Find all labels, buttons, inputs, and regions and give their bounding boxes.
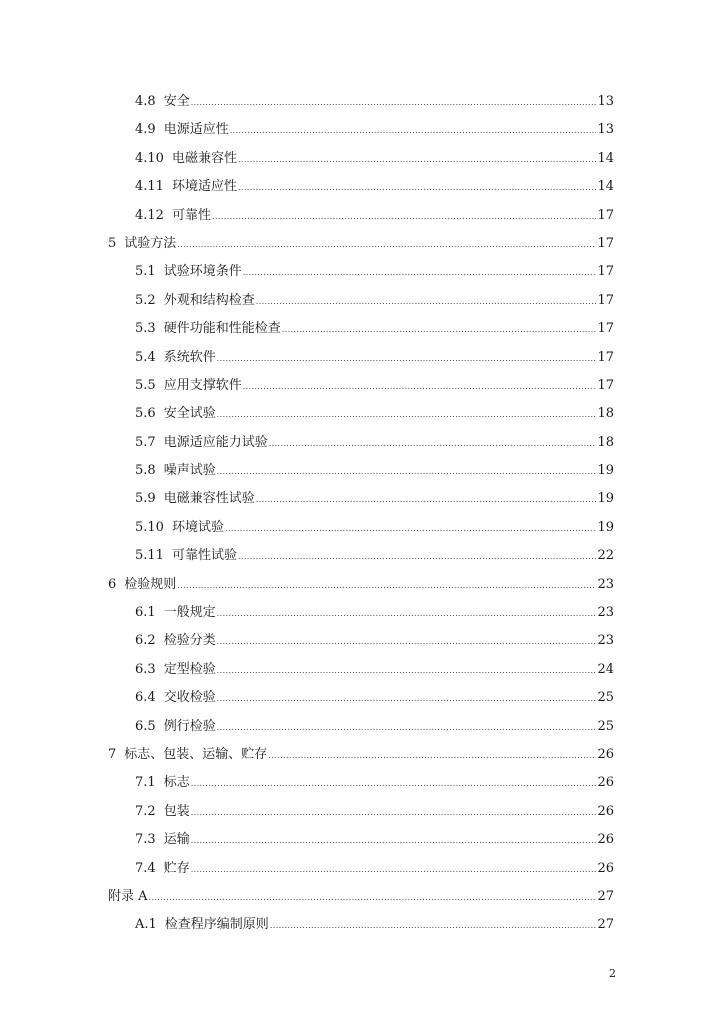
- toc-dot-leader: [217, 610, 597, 618]
- toc-entry-number: 4.10: [135, 150, 164, 166]
- toc-entry-page: 14: [597, 179, 614, 195]
- toc-entry-page: 14: [597, 150, 614, 166]
- toc-entry[interactable]: [0, 116, 724, 144]
- toc-entry[interactable]: [0, 826, 724, 854]
- toc-entry[interactable]: [0, 741, 724, 769]
- toc-entry[interactable]: [0, 514, 724, 542]
- toc-dot-leader: [191, 837, 597, 845]
- toc-entry-title: 安全: [163, 94, 190, 109]
- toc-entry-number: 4.8: [135, 94, 156, 109]
- toc-entry[interactable]: [0, 230, 724, 258]
- toc-entry-number: 4.12: [135, 207, 164, 223]
- toc-entry-number: 6.5: [135, 718, 156, 734]
- toc-entry-page: 17: [597, 377, 614, 393]
- toc-entry-number: 5.10: [135, 519, 164, 535]
- toc-entry-number: 6.1: [135, 605, 156, 621]
- toc-entry-title: 定型检验: [163, 661, 216, 677]
- toc-entry-page: 13: [597, 122, 614, 138]
- toc-entry[interactable]: [0, 287, 724, 315]
- toc-entry-title: 可靠性: [171, 207, 211, 223]
- toc-dot-leader: [177, 241, 596, 249]
- toc-entry[interactable]: [0, 542, 724, 570]
- toc-entry-page: 22: [597, 548, 614, 564]
- toc-entry-number: 5.11: [135, 548, 164, 564]
- toc-entry-number: 5.1: [135, 264, 156, 280]
- toc-entry[interactable]: [0, 571, 724, 599]
- toc-entry[interactable]: [0, 599, 724, 627]
- toc-dot-leader: [217, 411, 597, 419]
- toc-dot-leader: [238, 184, 596, 192]
- toc-entry-page: 23: [597, 605, 614, 621]
- toc-entry-page: 27: [597, 917, 614, 933]
- toc-entry-page: 24: [597, 661, 614, 677]
- toc-entry-number: 6: [108, 576, 117, 592]
- toc-entry-number: 5.4: [135, 349, 156, 365]
- toc-entry[interactable]: [0, 258, 724, 286]
- toc-entry-title: 系统软件: [163, 349, 216, 365]
- toc-dot-leader: [217, 355, 597, 363]
- toc-entry-title: 环境试验: [171, 519, 224, 535]
- toc-entry-page: 18: [597, 434, 614, 450]
- toc-entry-page: 23: [597, 576, 614, 592]
- toc-dot-leader: [217, 667, 597, 675]
- toc-entry-number: 5.5: [135, 377, 156, 393]
- toc-entry-title: 例行检验: [163, 718, 216, 734]
- toc-entry-title: 噪声试验: [163, 463, 216, 479]
- toc-entry[interactable]: [0, 429, 724, 457]
- toc-entry-title: 一般规定: [163, 605, 216, 621]
- toc-entry-title: 包装: [163, 803, 190, 819]
- toc-dot-leader: [256, 496, 597, 504]
- toc-entry[interactable]: [0, 684, 724, 712]
- toc-entry-number: 7.2: [135, 803, 156, 819]
- toc-entry-title: 电源适应能力试验: [163, 434, 268, 450]
- toc-dot-leader: [243, 269, 597, 277]
- toc-entry[interactable]: [0, 372, 724, 400]
- toc-dot-leader: [191, 99, 597, 107]
- toc-entry-title: 电源适应性: [163, 122, 229, 138]
- toc-entry-title: 电磁兼容性试验: [163, 491, 255, 507]
- toc-entry-page: 27: [597, 888, 614, 904]
- toc-entry-number: 6.2: [135, 633, 156, 649]
- toc-entry-page: 19: [597, 519, 614, 535]
- toc-entry-number: 7.1: [135, 775, 156, 791]
- toc-entry[interactable]: [0, 883, 724, 911]
- toc-dot-leader: [225, 525, 596, 533]
- toc-entry-title: 试验环境条件: [163, 264, 242, 280]
- toc-entry[interactable]: [0, 627, 724, 655]
- toc-entry-page: 19: [597, 463, 614, 479]
- toc-entry-title: 检查程序编制原则: [164, 917, 269, 933]
- toc-entry-number: 7: [108, 746, 117, 762]
- toc-entry-number: 7.3: [135, 832, 156, 848]
- toc-entry-title: 环境适应性: [171, 179, 237, 195]
- toc-entry[interactable]: [0, 713, 724, 741]
- toc-dot-leader: [269, 440, 597, 448]
- toc-entry[interactable]: [0, 656, 724, 684]
- toc-entry[interactable]: [0, 202, 724, 230]
- toc-dot-leader: [238, 156, 596, 164]
- toc-entry-title: 标志: [163, 775, 190, 791]
- toc-entry-number: 5: [108, 235, 117, 251]
- toc-entry-title: 外观和结构检查: [163, 292, 255, 308]
- toc-entry-page: 26: [597, 746, 614, 762]
- toc-entry[interactable]: [0, 769, 724, 797]
- toc-entry-number: 5.3: [135, 321, 156, 337]
- table-of-contents: [0, 88, 724, 940]
- toc-entry[interactable]: [0, 855, 724, 883]
- toc-dot-leader: [243, 383, 597, 391]
- toc-entry-page: 26: [597, 803, 614, 819]
- toc-entry[interactable]: [0, 145, 724, 173]
- toc-entry-page: 26: [597, 832, 614, 848]
- toc-entry-title: 检验分类: [163, 633, 216, 649]
- toc-entry-page: 17: [597, 264, 614, 280]
- toc-entry[interactable]: [0, 173, 724, 201]
- toc-dot-leader: [191, 866, 597, 874]
- toc-dot-leader: [177, 582, 596, 590]
- toc-dot-leader: [217, 468, 597, 476]
- toc-entry-title: 贮存: [163, 860, 190, 876]
- toc-entry-page: 17: [597, 292, 614, 308]
- toc-entry-number: 7.4: [135, 860, 156, 876]
- toc-entry-page: 26: [597, 860, 614, 876]
- toc-entry-title: 标志、包装、运输、贮存: [124, 746, 268, 762]
- toc-entry[interactable]: [0, 88, 724, 116]
- toc-entry-title: 可靠性试验: [171, 548, 237, 564]
- toc-entry-page: 17: [597, 321, 614, 337]
- toc-entry[interactable]: [0, 911, 724, 939]
- toc-dot-leader: [268, 752, 596, 760]
- toc-entry[interactable]: [0, 344, 724, 372]
- toc-entry-title: 试验方法: [124, 235, 177, 251]
- toc-entry-title: 附录 A: [108, 888, 148, 904]
- toc-entry-title: 运输: [163, 832, 190, 848]
- toc-entry-title: 应用支撑软件: [163, 377, 242, 393]
- page-number: 2: [609, 967, 616, 980]
- toc-entry-page: 17: [597, 207, 614, 223]
- toc-dot-leader: [191, 780, 597, 788]
- toc-entry-page: 19: [597, 491, 614, 507]
- toc-entry-number: 4.9: [135, 122, 156, 138]
- toc-entry-number: 5.8: [135, 463, 156, 479]
- toc-entry-title: 安全试验: [163, 406, 216, 422]
- toc-entry[interactable]: [0, 315, 724, 343]
- toc-entry[interactable]: [0, 485, 724, 513]
- toc-entry[interactable]: [0, 400, 724, 428]
- toc-entry[interactable]: [0, 457, 724, 485]
- toc-dot-leader: [212, 213, 596, 221]
- toc-entry-title: 硬件功能和性能检查: [163, 321, 281, 337]
- toc-entry-number: 6.4: [135, 690, 156, 706]
- toc-dot-leader: [238, 553, 596, 561]
- toc-dot-leader: [270, 922, 597, 930]
- toc-entry-title: 检验规则: [124, 576, 177, 592]
- toc-dot-leader: [282, 326, 597, 334]
- toc-dot-leader: [217, 695, 597, 703]
- toc-entry-number: 4.11: [135, 179, 164, 195]
- toc-entry-number: 5.2: [135, 292, 156, 308]
- toc-entry-page: 17: [597, 235, 614, 251]
- toc-dot-leader: [256, 298, 597, 306]
- toc-entry-page: 18: [597, 406, 614, 422]
- toc-entry-number: 5.9: [135, 491, 156, 507]
- toc-entry-number: 5.7: [135, 434, 156, 450]
- toc-entry-page: 25: [597, 690, 614, 706]
- toc-entry-title: 电磁兼容性: [171, 150, 237, 166]
- toc-entry[interactable]: [0, 798, 724, 826]
- toc-entry-number: 6.3: [135, 661, 156, 677]
- toc-entry-number: 5.6: [135, 406, 156, 422]
- toc-dot-leader: [217, 724, 597, 732]
- toc-entry-page: 25: [597, 718, 614, 734]
- toc-dot-leader: [191, 809, 597, 817]
- toc-entry-page: 23: [597, 633, 614, 649]
- toc-entry-page: 17: [597, 349, 614, 365]
- toc-entry-page: 26: [597, 775, 614, 791]
- toc-entry-title: 交收检验: [163, 690, 216, 706]
- toc-dot-leader: [149, 894, 597, 902]
- toc-entry-page: 13: [597, 94, 614, 109]
- toc-entry-number: A.1: [135, 917, 157, 933]
- toc-dot-leader: [230, 127, 597, 135]
- toc-dot-leader: [217, 638, 597, 646]
